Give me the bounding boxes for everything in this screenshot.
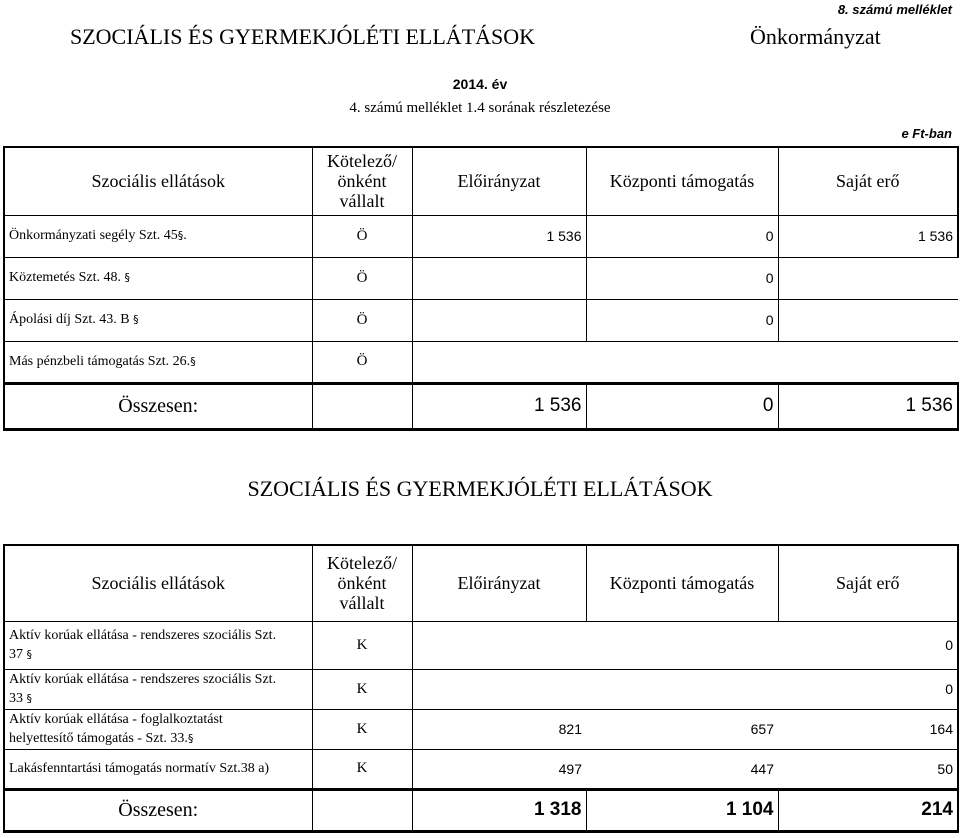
row-name: Más pénzbeli támogatás Szt. 26.§ — [4, 341, 312, 383]
total-estimate: 1 536 — [412, 383, 586, 429]
mandatory-line2: önként — [337, 171, 387, 192]
mandatory-line3: vállalt — [339, 191, 385, 212]
row-central: 447 — [586, 749, 778, 789]
mandatory-line3: vállalt — [339, 593, 385, 614]
row-own: 0 — [778, 669, 958, 709]
row-type: K — [312, 749, 412, 789]
row-estimate — [412, 257, 586, 299]
row-estimate: 497 — [412, 749, 586, 789]
row-type: Ö — [312, 341, 412, 383]
table-row — [4, 257, 958, 299]
row-estimate — [412, 299, 586, 341]
col-header-mandatory — [312, 545, 412, 621]
col-header-central: Központi támogatás — [586, 545, 778, 621]
total-own: 1 536 — [778, 383, 958, 429]
year-label: 2014. év — [452, 76, 508, 92]
row-central: 0 — [586, 257, 778, 299]
col-header-own: Saját erő — [778, 545, 958, 621]
total-estimate: 1 318 — [412, 789, 586, 831]
row-own: 50 — [778, 749, 958, 789]
row-central — [586, 621, 778, 669]
row-estimate — [412, 621, 586, 669]
col-header-mandatory — [312, 147, 412, 215]
row-name: Aktív korúak ellátása - rendszeres szociális Szt. 37 § — [4, 621, 312, 669]
row-central: 0 — [586, 299, 778, 341]
mandatory-line1: Kötelező/ — [327, 553, 397, 574]
row-own — [778, 257, 958, 299]
total-label: Összesen: — [4, 789, 312, 831]
row-type: K — [312, 669, 412, 709]
table-row — [4, 299, 958, 341]
col-header-estimate: Előirányzat — [412, 147, 586, 215]
table-header — [4, 545, 958, 621]
mandatory-line2: önként — [337, 573, 387, 594]
row-own — [778, 299, 958, 341]
total-row — [4, 789, 958, 831]
table-row — [4, 709, 958, 749]
col-header-central: Központi támogatás — [586, 147, 778, 215]
page-title: SZOCIÁLIS ÉS GYERMEKJÓLÉTI ELLÁTÁSOK — [70, 24, 536, 49]
social-benefits-table-2 — [3, 544, 959, 833]
row-estimate — [412, 341, 586, 383]
row-name: Önkormányzati segély Szt. 45§. — [4, 215, 312, 257]
row-type: Ö — [312, 215, 412, 257]
row-name: Aktív korúak ellátása - rendszeres szociális Szt. 33 § — [4, 669, 312, 709]
entity-name: Önkormányzat — [750, 24, 881, 49]
social-benefits-table — [3, 146, 959, 431]
row-central: 657 — [586, 709, 778, 749]
total-own: 214 — [778, 789, 958, 831]
row-name: Ápolási díj Szt. 43. B § — [4, 299, 312, 341]
row-estimate: 821 — [412, 709, 586, 749]
row-name: Lakásfenntartási támogatás normatív Szt.38 a) — [4, 749, 312, 789]
row-own — [778, 341, 958, 383]
total-label: Összesen: — [4, 383, 312, 429]
col-header-estimate: Előirányzat — [412, 545, 586, 621]
row-estimate — [412, 669, 586, 709]
row-central: 0 — [586, 215, 778, 257]
col-header-own: Saját erő — [778, 147, 958, 215]
row-type: K — [312, 621, 412, 669]
row-own: 164 — [778, 709, 958, 749]
col-header-name: Szociális ellátások — [4, 545, 312, 621]
row-own: 0 — [778, 621, 958, 669]
table-row — [4, 621, 958, 669]
col-header-name: Szociális ellátások — [4, 147, 312, 215]
unit-label: e Ft-ban — [901, 126, 952, 141]
table-row — [4, 215, 958, 257]
row-central — [586, 669, 778, 709]
row-type: Ö — [312, 299, 412, 341]
row-type: Ö — [312, 257, 412, 299]
total-central: 1 104 — [586, 789, 778, 831]
mandatory-line1: Kötelező/ — [327, 151, 397, 172]
total-type-empty — [312, 383, 412, 429]
row-own: 1 536 — [778, 215, 958, 257]
subtitle: 4. számú melléklet 1.4 sorának részletezése — [349, 100, 611, 116]
table-row — [4, 341, 958, 383]
row-type: K — [312, 709, 412, 749]
row-central — [586, 341, 778, 383]
appendix-number: 8. számú melléklet — [837, 2, 952, 17]
row-estimate: 1 536 — [412, 215, 586, 257]
row-name: Köztemetés Szt. 48. § — [4, 257, 312, 299]
total-row — [4, 383, 958, 429]
table-row — [4, 749, 958, 789]
table-row — [4, 669, 958, 709]
total-type-empty — [312, 789, 412, 831]
total-central: 0 — [586, 383, 778, 429]
table-header — [4, 147, 958, 215]
section-title: SZOCIÁLIS ÉS GYERMEKJÓLÉTI ELLÁTÁSOK — [247, 476, 713, 501]
row-name: Aktív korúak ellátása - foglalkoztatást helyettesítő támogatás - Szt. 33.§ — [4, 709, 312, 749]
